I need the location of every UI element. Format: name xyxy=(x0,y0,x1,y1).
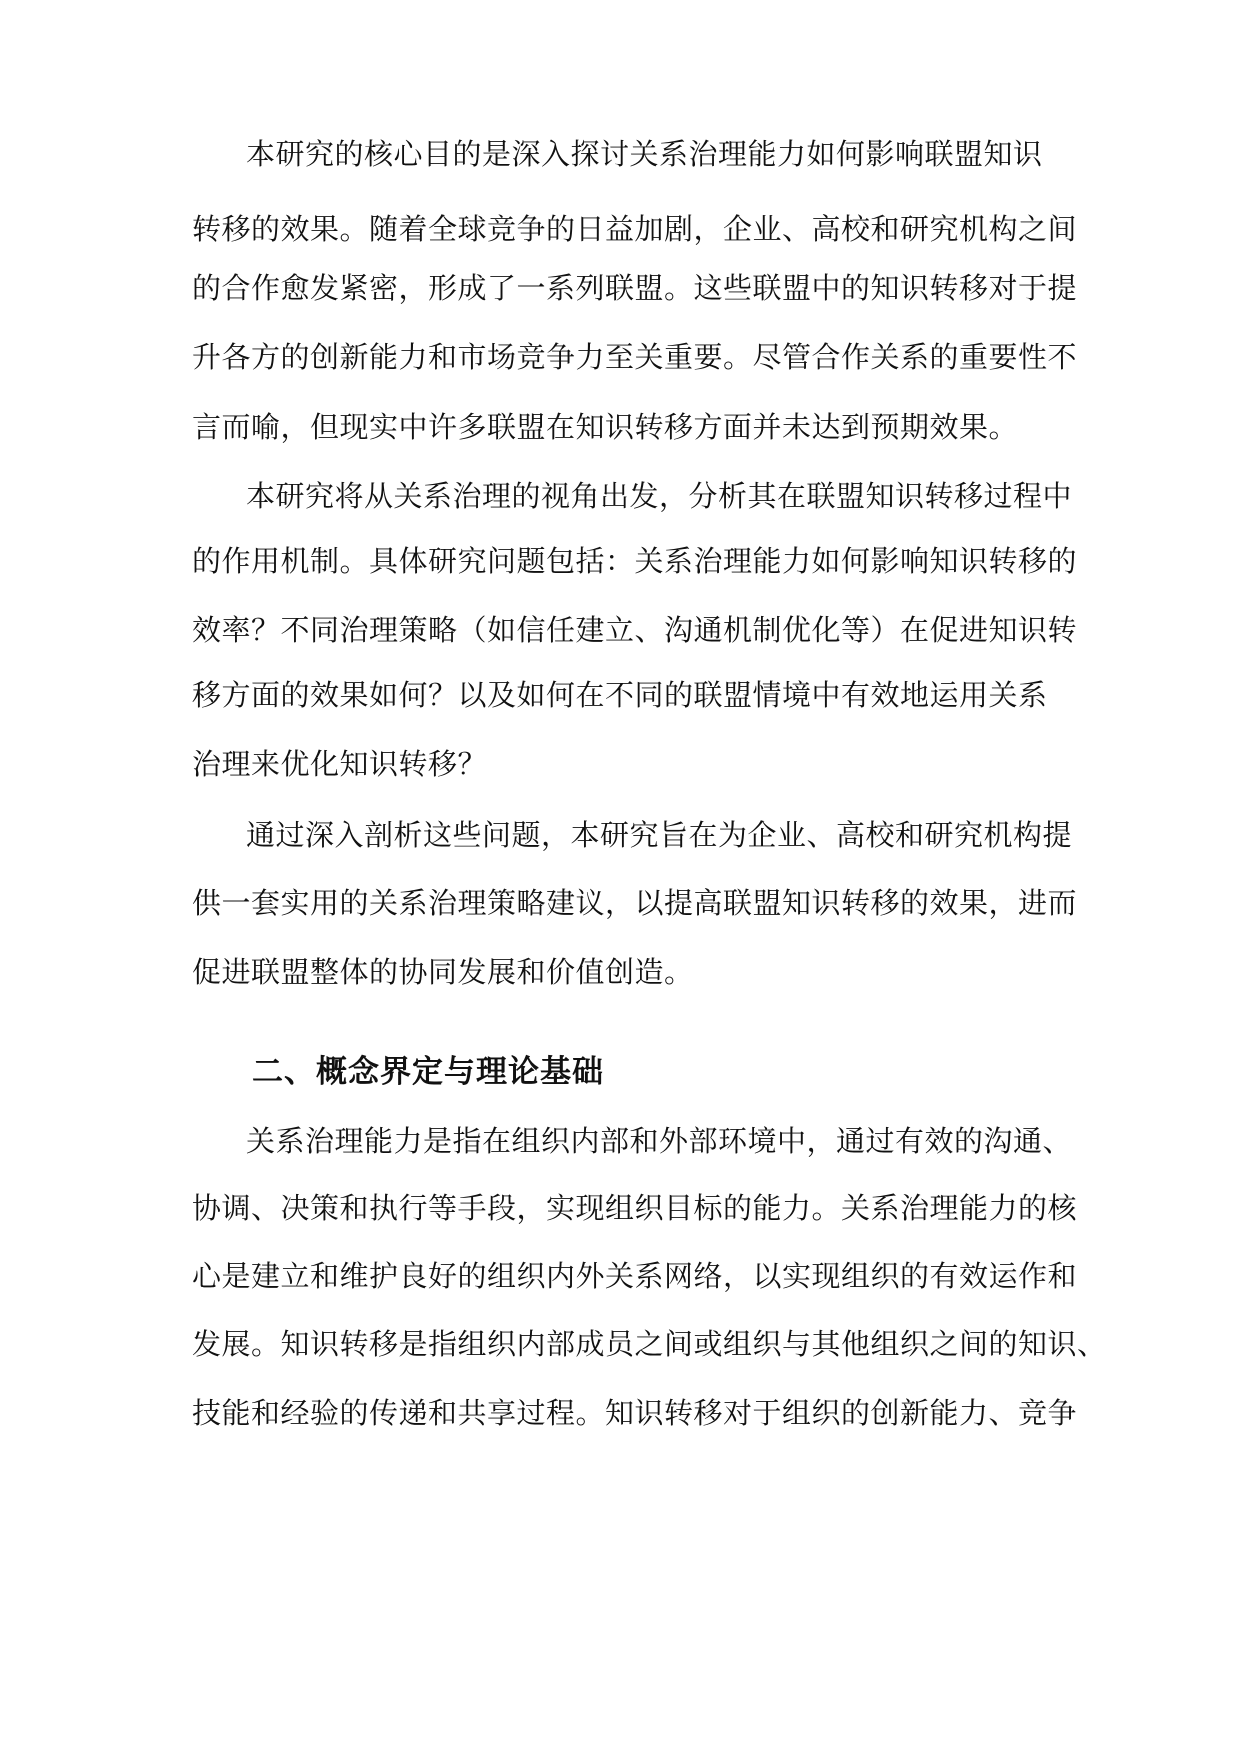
paragraph-line: 技能和经验的传递和共享过程。知识转移对于组织的创新能力、竞争 xyxy=(192,1396,1078,1430)
paragraph-line: 促进联盟整体的协同发展和价值创造。 xyxy=(192,955,694,989)
paragraph-line: 发展。知识转移是指组织内部成员之间或组织与其他组织之间的知识、 xyxy=(192,1327,1107,1361)
paragraph-line: 通过深入剖析这些问题，本研究旨在为企业、高校和研究机构提 xyxy=(246,818,1073,852)
section-heading: 二、概念界定与理论基础 xyxy=(252,1054,604,1090)
paragraph-line: 心是建立和维护良好的组织内外关系网络，以实现组织的有效运作和 xyxy=(192,1259,1078,1293)
paragraph-line: 协调、决策和执行等手段，实现组织目标的能力。关系治理能力的核 xyxy=(192,1191,1078,1225)
paragraph-line: 升各方的创新能力和市场竞争力至关重要。尽管合作关系的重要性不 xyxy=(192,340,1078,374)
paragraph-line: 的作用机制。具体研究问题包括：关系治理能力如何影响知识转移的 xyxy=(192,544,1078,578)
paragraph-line: 供一套实用的关系治理策略建议，以提高联盟知识转移的效果，进而 xyxy=(192,886,1078,920)
paragraph-line: 治理来优化知识转移？ xyxy=(192,747,488,781)
paragraph-line: 本研究将从关系治理的视角出发，分析其在联盟知识转移过程中 xyxy=(246,479,1073,513)
paragraph-line: 关系治理能力是指在组织内部和外部环境中，通过有效的沟通、 xyxy=(246,1124,1073,1158)
paragraph-line: 效率？不同治理策略（如信任建立、沟通机制优化等）在促进知识转 xyxy=(192,613,1078,647)
paragraph-line: 转移的效果。随着全球竞争的日益加剧，企业、高校和研究机构之间 xyxy=(192,212,1078,246)
paragraph-line: 的合作愈发紧密，形成了一系列联盟。这些联盟中的知识转移对于提 xyxy=(192,271,1078,305)
paragraph-line: 言而喻，但现实中许多联盟在知识转移方面并未达到预期效果。 xyxy=(192,410,1019,444)
paragraph-line: 本研究的核心目的是深入探讨关系治理能力如何影响联盟知识 xyxy=(246,137,1043,171)
paragraph-line: 移方面的效果如何？以及如何在不同的联盟情境中有效地运用关系 xyxy=(192,678,1048,712)
